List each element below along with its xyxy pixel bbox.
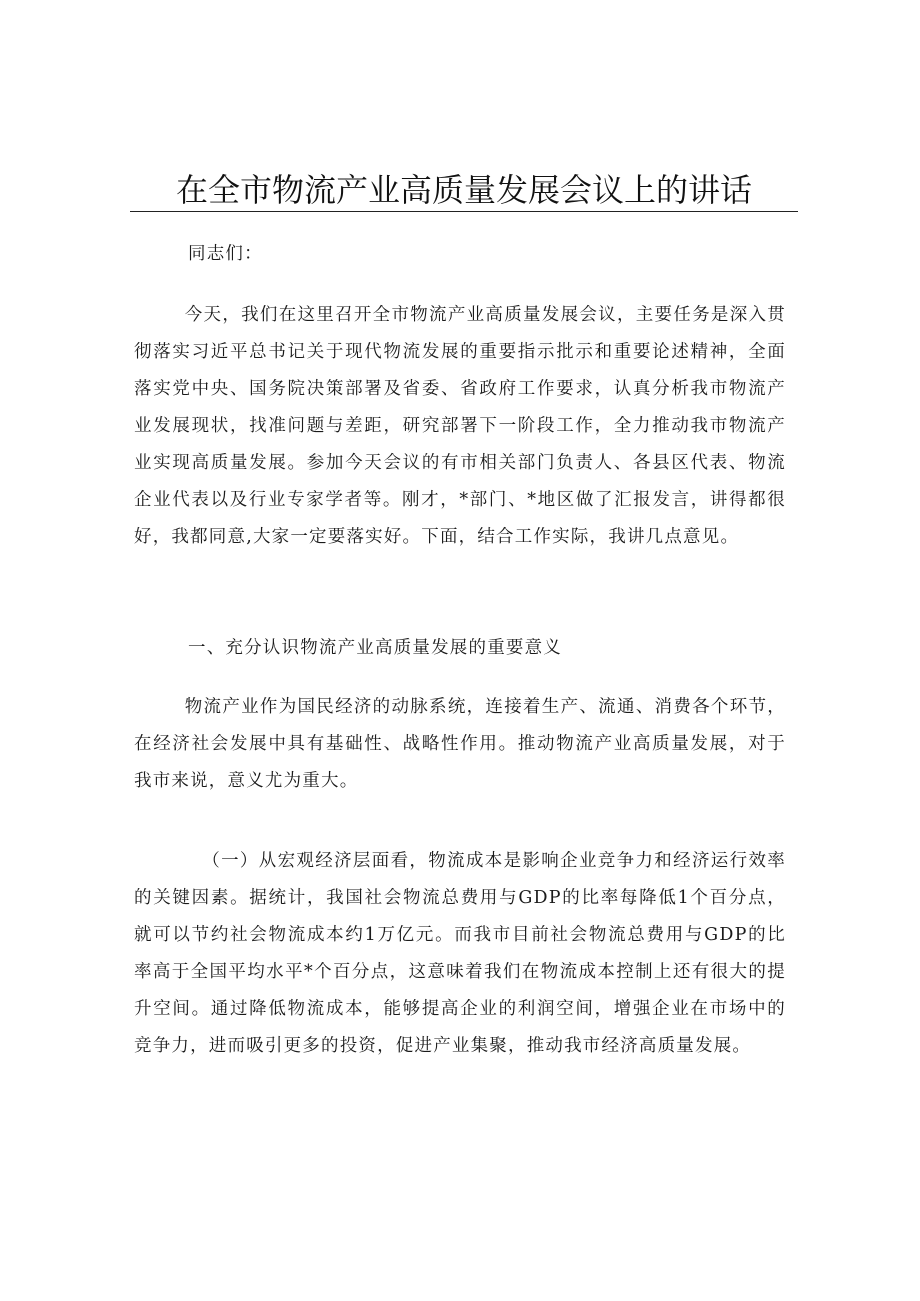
paragraph-opening: 今天，我们在这里召开全市物流产业高质量发展会议，主要任务是深入贯彻落实习近平总书记关于现代物流发展的重要指示批示和重要论述精神，全面落实党中央、国务院决策部署及省委、省政府工作要求，认真分析我市物流产业发展现状，找准问题与差距，研究部署下一阶段工作，全力推动我市物流产业实现高质量发展。参加今天会议的有市相关部门负责人、各县区代表、物流企业代表以及行业专家学者等。刚才，*部门、*地区做了汇报发言，讲得都很好，我都同意,大家一定要落实好。下面，结合工作实际，我讲几点意见。 <box>134 305 786 547</box>
document-title: 在全市物流产业高质量发展会议上的讲话 <box>175 171 752 209</box>
paragraph-macro-economy: （一）从宏观经济层面看，物流成本是影响企业竞争力和经济运行效率的关键因素。据统计，我国社会物流总费用与GDP的比率每降低1个百分点，就可以节约社会物流成本约1万亿元。而我市目前社会物流总费用与GDP的比率高于全国平均水平*个百分点，这意味着我们在物流成本控制上还有很大的提升空间。通过降低物流成本，能够提高企业的利润空间，增强企业在市场中的竞争力，进而吸引更多的投资，促进产业集聚，推动我市经济高质量发展。 <box>134 851 786 1056</box>
salutation: 同志们： <box>188 244 263 264</box>
title-underline <box>130 211 798 212</box>
section-heading-1: 一、充分认识物流产业高质量发展的重要意义 <box>188 638 562 658</box>
paragraph-significance: 物流产业作为国民经济的动脉系统，连接着生产、流通、消费各个环节，在经济社会发展中具有基础性、战略性作用。推动物流产业高质量发展，对于我市来说，意义尤为重大。 <box>134 697 786 791</box>
